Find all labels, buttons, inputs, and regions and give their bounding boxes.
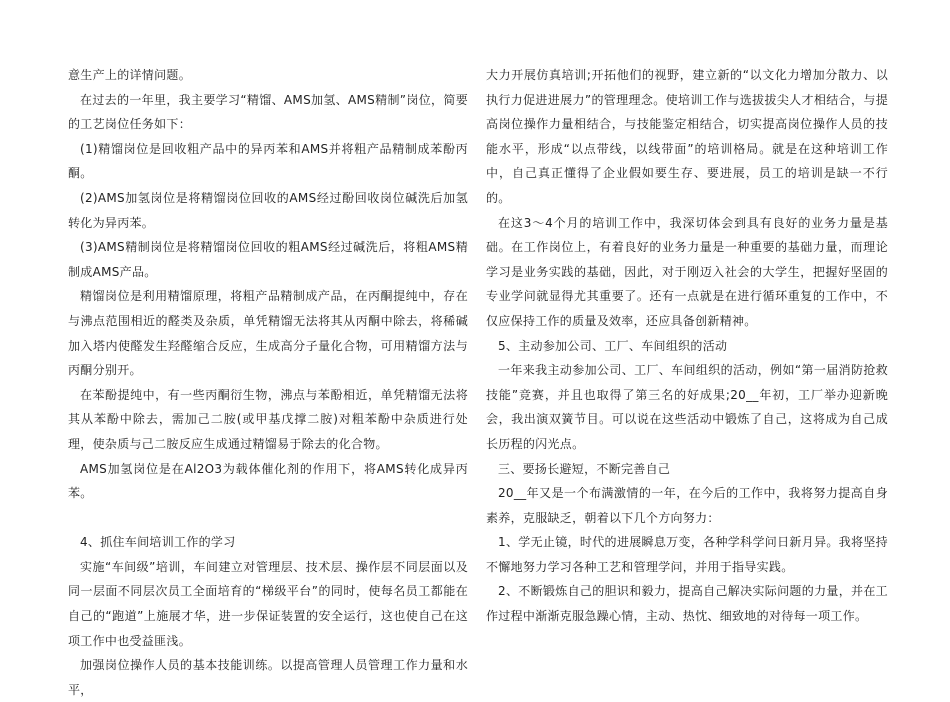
section-heading: 4、抓住车间培训工作的学习 <box>80 535 236 550</box>
blank-line <box>68 506 468 531</box>
paragraph: 加强岗位操作人员的基本技能训练。以提高管理人员管理工作力量和水平， <box>68 658 468 697</box>
paragraph: (3)AMS精制岗位是将精馏岗位回收的粗AMS经过碱洗后，将粗AMS精制成AMS产品。 <box>68 240 468 279</box>
paragraph: 20__年又是一个布满激情的一年，在今后的工作中，我将努力提高自身素养，克服缺乏，朝着以下几个方向努力： <box>486 486 888 525</box>
paragraph: 1、学无止镜，时代的进展瞬息万变，各种学科学问日新月异。我将坚持不懈地努力学习各种工艺和管理学问，并用于指导实践。 <box>486 535 888 574</box>
right-text-column <box>486 63 888 629</box>
paragraph: (1)精馏岗位是回收粗产品中的异丙苯和AMS并将粗产品精制成苯酚丙酮。 <box>68 141 468 181</box>
left-text-column <box>68 63 468 702</box>
paragraph: 意生产上的详情问题。 <box>68 68 192 82</box>
paragraph: 大力开展仿真培训;开拓他们的视野，建立新的“以文化力增加分散力、以执行力促进进展力”的管理理念。使培训工作与选拔拔尖人才相结合，与提高岗位操作力量相结合，与技能鉴定相结合，切实提高岗位操作人员的技能水平，形成“以点带线，以线带面”的培训格局。就是在这种培训工作中，自己真正懂得了企业假如要生存、要进展，员工的培训是缺一不行的。 <box>486 68 888 205</box>
paragraph: 在苯酚提纯中，有一些丙酮衍生物，沸点与苯酚相近，单凭精馏无法将其从苯酚中除去，需加己二胺(或甲基戊撑二胺)对粗苯酚中杂质进行处理，使杂质与己二胺反应生成通过精馏易于除去的化合物。 <box>68 387 468 451</box>
paragraph: 实施“车间级”培训，车间建立对管理层、技术层、操作层不同层面以及同一层面不同层次员工全面培育的“梯级平台”的同时，使每名员工都能在自己的“跑道”上施展才华，进一步保证装置的安全运行，这也使自己在这项工作中也受益匪浅。 <box>68 559 468 648</box>
section-heading: 5、主动参加公司、工厂、车间组织的活动 <box>498 338 728 353</box>
paragraph: (2)AMS加氢岗位是将精馏岗位回收的AMS经过酚回收岗位碱洗后加氢转化为异丙苯。 <box>68 190 468 230</box>
paragraph: 在过去的一年里，我主要学习“精馏、AMS加氢、AMS精制”岗位，简要的工艺岗位任务如下： <box>68 92 468 132</box>
paragraph: AMS加氢岗位是在Al2O3为载体催化剂的作用下，将AMS转化成异丙苯。 <box>68 461 468 501</box>
paragraph: 一年来我主动参加公司、工厂、车间组织的活动，例如“第一届消防抢救技能”竞赛，并且也取得了第三名的好成果;20__年初，工厂举办迎新晚会，我出演双簧节目。可以说在这些活动中锻炼了自己，这将成为自己成长历程的闪光点。 <box>486 363 888 451</box>
paragraph: 精馏岗位是利用精馏原理，将粗产品精制成产品，在丙酮提纯中，存在与沸点范围相近的醛类及杂质，单凭精馏无法将其从丙酮中除去，将稀碱加入塔内使醛发生羟醛缩合反应，生成高分子量化合物，可用精馏方法与丙酮分别开。 <box>68 289 468 378</box>
paragraph: 在这3～4个月的培训工作中，我深切体会到具有良好的业务力量是基础。在工作岗位上，有着良好的业务力量是一种重要的基础力量，而理论学习是业务实践的基础，因此，对于刚迈入社会的大学生，把握好坚固的专业学问就显得尤其重要了。还有一点就是在进行循环重复的工作中，不仅应保持工作的质量及效率，还应具备创新精神。 <box>486 215 888 328</box>
section-heading: 三、要扬长避短，不断完善自己 <box>498 461 671 476</box>
paragraph: 2、不断锻炼自己的胆识和毅力，提高自己解决实际问题的力量，并在工作过程中渐渐克服急躁心情，主动、热忱、细致地的对待每一项工作。 <box>486 584 888 624</box>
